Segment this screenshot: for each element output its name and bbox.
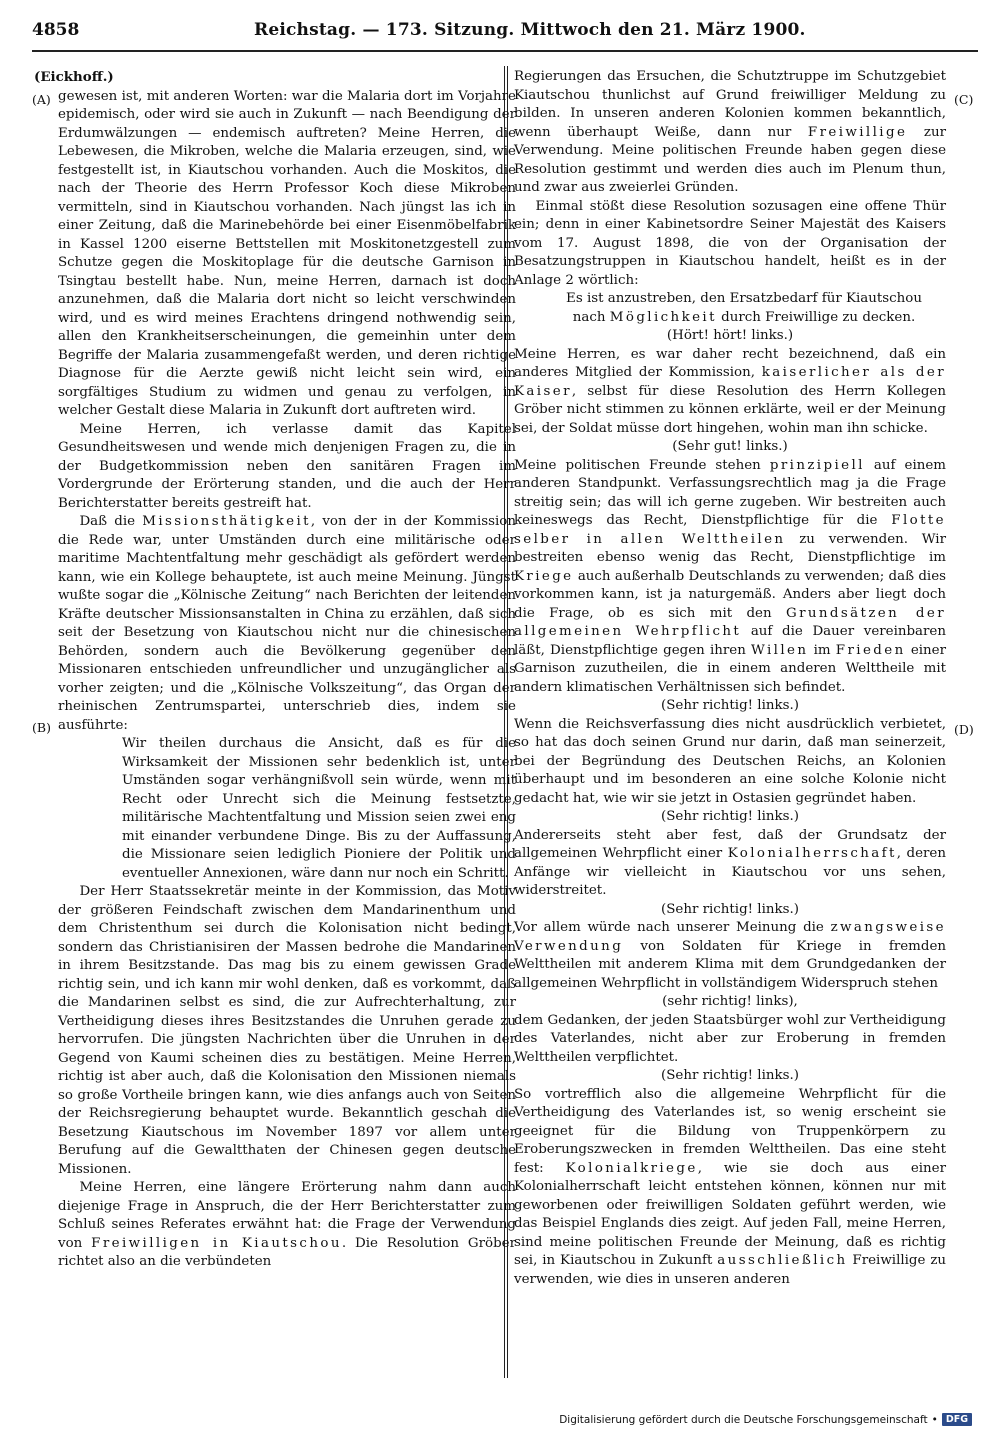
paragraph: Meine Herren, es war daher recht bezeichnend, daß ein anderes Mitglied der Kommission, kaiserlicher als der Kaiser, selbst für diese Resolution des Herrn Kollegen Gröber nicht stimmen zu können erklärte, weil er der Meinung sei, der Soldat müsse dort hingehen, wohin man ihn schicke. xyxy=(514,346,947,436)
paragraph: Meine politischen Freunde stehen prinzipiell auf einem anderen Standpunkt. Verfassungsrechtlich mag ja die Frage streitig sein; das will ich gerne zugeben. Wir bestreiten auch keineswegs das Recht, Dienstpflichtige für die Flotte selber in allen Welttheilen zu verwenden. Wir bestreiten ebenso wenig das Recht, Dienstpflichtige im Kriege auch außerhalb Deutschlands zu verwenden; daß dies vorkommen kann, ist ja naturgemäß. Anders aber liegt doch die Frage, ob es sich mit den Grundsätzen der allgemeinen Wehrpflicht auf die Dauer vereinbaren läßt, Dienstpflichtige gegen ihren Willen im Frieden einer Garnison zuzutheilen, die in einem anderen Welttheile mit andern klimatischen Verhältnissen sich befindet. xyxy=(514,457,947,695)
interjection: (Sehr richtig! links.) xyxy=(661,809,799,824)
paragraph: Daß die Missionsthätigkeit, von der in der Kommission die Rede war, unter Umständen durch eine militärische oder maritime Machtentfaltung mehr geschädigt als gefördert werden kann, wie ein Kollege behauptete, ist auch meine Meinung. Jüngst wußte sogar die „Kölnische Zeitung“ nach Berichten der leitenden Kräfte deutscher Missionsanstalten in China zu erzählen, daß sich seit der Besetzung von Kiautschou nicht nur die chinesischen Behörden, sondern auch die Bevölkerung gegenüber den Missionaren entschieden unfreundlicher und unzugänglicher als vorher zeigten; und die „Kölnische Volkszeitung“, das Organ der rheinischen Zentrumspartei, unterschrieb dies, indem sie ausführte: xyxy=(58,514,516,733)
paragraph: Regierungen das Ersuchen, die Schutztruppe im Schutzgebiet Kiautschou thunlichst auf Grund freiwilliger Meldung zu bilden. In unseren anderen Kolonien kommen bekanntlich, wenn überhaupt Weiße, dann nur Freiwillige zur Verwendung. Meine politischen Freunde haben gegen diese Resolution gestimmt und werden dies auch im Plenum thun, und zwar aus zweierlei Gründen. xyxy=(514,69,946,195)
paragraph: Meine Herren, ich verlasse damit das Kapitel Gesundheitswesen und wende mich denjenigen Fragen zu, die in der Budgetkommission neben den sanitären Fragen im Vordergrunde der Erörterung standen, und die auch der Herr Berichterstatter bereits gestreift hat. xyxy=(58,421,516,511)
spaced-emphasis: Willen xyxy=(751,642,809,658)
paragraph: dem Gedanken, der jeden Staatsbürger wohl zur Vertheidigung des Vaterlandes, nicht aber zur Eroberung in fremden Welttheilen verpflichtet. xyxy=(514,1012,946,1065)
spaced-emphasis: kaiserlicher als der Kaiser xyxy=(514,365,947,399)
block-quote: Es ist anzustreben, den Ersatzbedarf für Kiautschou nach Möglichkeit durch Freiwillige zu decken. xyxy=(566,291,922,325)
interjection: (Sehr gut! links.) xyxy=(672,439,788,454)
paragraph: Vor allem würde nach unserer Meinung die zwangsweise Verwendung von Soldaten für Kriege in fremden Welttheilen mit anderem Klima mit dem Grundgedanken der allgemeinen Wehrpflicht in vollständigem Widerspruch stehen xyxy=(514,920,946,991)
margin-marker-a: (A) xyxy=(32,92,51,107)
spaced-emphasis: prinzipiell xyxy=(769,457,865,473)
spaced-emphasis: Kriege xyxy=(514,568,574,584)
paragraph: Der Herr Staatssekretär meinte in der Kommission, das Motiv der größeren Feindschaft zwischen dem Mandarinenthum und dem Christenthum sei durch die Kolonisation nicht bedingt, sondern das Christianisiren der Massen bedrohe die Mandarinen in ihrem Besitzstande. Das mag bis zu einem gewissen Grade richtig sein, und ich kann mir wohl denken, daß es vorkommt, daß die Mandarinen selbst es sind, die zur Aufrechterhaltung, zur Vertheidigung dieses ihres Besitzstandes die Unruhen gerade zu hervorrufen. Die jüngsten Nachrichten über die Unruhen in der Gegend von Kaumi scheinen dies zu bestätigen. Meine Herren, richtig ist aber auch, daß die Kolonisation den Missionen niemals so große Vortheile bringen kann, wie dies anfangs auch von Seiten der Reichsregierung behauptet wurde. Bekanntlich geschah die Besetzung Kiautschous im November 1897 vor allem unter Berufung auf die Gewaltthaten der Chinesen gegen deutsche Missionen. xyxy=(58,884,516,1177)
left-column xyxy=(34,68,516,1272)
interjection: (Sehr richtig! links.) xyxy=(661,901,799,917)
paragraph: Einmal stößt diese Resolution sozusagen eine offene Thür ein; denn in einer Kabinetsordre Seiner Majestät des Kaisers vom 17. August 1898, die von der Organisation der Besatzungstruppen in Kiautschou handelt, heißt es in der Anlage 2 wörtlich: xyxy=(514,198,946,288)
page-header xyxy=(32,14,978,52)
margin-marker-d: (D) xyxy=(954,722,974,737)
spaced-emphasis: Freiwillige xyxy=(807,124,908,140)
spaced-emphasis: Flotte selber in allen Welttheilen xyxy=(514,513,946,547)
dfg-logo: DFG xyxy=(942,1413,972,1426)
page-number: 4858 xyxy=(32,20,80,40)
spaced-emphasis: Freiwilligen in Kiautschou xyxy=(91,1235,342,1251)
footer-credit: Digitalisierung gefördert durch die Deutsche Forschungsgemeinschaft xyxy=(559,1413,928,1426)
block-quote: Wir theilen durchaus die Ansicht, daß es für die Wirksamkeit der Missionen sehr bedenklich ist, unter Umständen sogar verhängnißvoll sein würde, wenn mit Recht oder Unrecht sich die Meinung festsetzte, militärische Machtentfaltung und Mission seien zwei eng mit einander verbundene Dinge. Bis zu der Auffassung, die Missionare seien lediglich Pioniere der Politik und eventueller Annexionen, wäre dann nur noch ein Schritt. xyxy=(122,736,516,881)
interjection: (Sehr richtig! links.) xyxy=(661,1068,799,1083)
spaced-emphasis: Kolonialkriege xyxy=(565,1160,698,1176)
spaced-emphasis: Frieden xyxy=(835,642,906,658)
spaced-emphasis: zwangsweise Verwendung xyxy=(514,920,946,954)
spaced-emphasis: Grundsätzen der allgemeinen Wehrpflicht xyxy=(514,605,946,639)
interjection: (sehr richtig! links), xyxy=(662,994,798,1009)
paragraph: Wenn die Reichsverfassung dies nicht ausdrücklich verbietet, so hat das doch seinen Grund nur darin, daß man seinerzeit, bei der Begründung des Deutschen Reichs, an Kolonien überhaupt und im besonderen an eine solche Kolonie nicht gedacht hat, wie wir sie jetzt in Ostasien gegründet haben. xyxy=(514,716,946,806)
spaced-emphasis: ausschließlich xyxy=(717,1253,848,1268)
spaced-emphasis: Möglichkeit xyxy=(609,309,717,325)
paragraph: So vortrefflich also die allgemeine Wehrpflicht für die Vertheidigung des Vaterlandes ist, so wenig erscheint sie geeignet für die Bildung von Truppenkörpern zu Eroberungszwecken in fremden Welttheilen. Das eine steht fest: Kolonialkriege, wie sie doch aus einer Kolonialherrschaft leicht entstehen können, können nur mit geworbenen oder freiwilligen Soldaten geführt werden, wie das Beispiel Englands dies zeigt. Auf jeden Fall, meine Herren, sind meine politischen Freunde der Meinung, daß es richtig sei, in Kiautschou in Zukunft ausschließlich Freiwillige zu verwenden, wie dies in unseren anderen xyxy=(514,1086,946,1287)
margin-marker-c: (C) xyxy=(954,92,974,107)
margin-marker-b: (B) xyxy=(32,720,51,735)
interjection: (Hört! hört! links.) xyxy=(666,328,794,343)
spaced-emphasis: Kolonialherrschaft xyxy=(727,846,897,861)
paragraph: gewesen ist, mit anderen Worten: war die Malaria dort im Vorjahre epidemisch, oder wird sie auch in Zukunft — nach Beendigung der Erdumwälzungen — endemisch auftreten? Meine Herren, die Lebewesen, die Mikroben, welche die Malaria erzeugen, sind, wie festgestellt ist, in Kiautschou vorhanden. Auch die Moskitos, die nach der Theorie des Herrn Professor Koch diese Mikroben vermitteln, sind in Kiautschou vorhanden. Nach jüngst las ich in einer Zeitung, daß die Marinebehörde bei einer Eisenmöbelfabrik in Kassel 1200 eiserne Bettstellen mit Moskitonetzgestell zum Schutze gegen die Moskitoplage für die deutsche Garnison in Tsingtau bestellt habe. Nun, meine Herren, darnach ist doch anzunehmen, daß die Malaria dort nicht so leicht verschwinden wird, und es wird meines Erachtens dringend nothwendig sein, allen den Krankheitserscheinungen, die gemeinhin unter dem Begriffe der Malaria zusammengefaßt werden, und deren richtige Diagnose für die Aerzte gewiß nicht leicht sein wird, ein sorgfältiges Studium zu widmen und genau zu verfolgen, in welcher Gestalt diese Malaria in Zukunft dort auftreten wird. xyxy=(58,88,516,418)
right-column xyxy=(514,68,946,1289)
footer-bullet-icon: • xyxy=(931,1413,938,1426)
speaker-name: (Eickhoff.) xyxy=(34,69,114,85)
spaced-emphasis: Missionsthätigkeit xyxy=(142,514,311,529)
running-title: Reichstag. — 173. Sitzung. Mittwoch den 21. März 1900. xyxy=(254,20,806,40)
paragraph: Meine Herren, eine längere Erörterung nahm dann auch diejenige Frage in Anspruch, die der Herr Berichterstatter zum Schluß seines Referates erwähnt hat: die Frage der Verwendung von Freiwilligen in Kiautschou. Die Resolution Gröber richtet also an die verbündeten xyxy=(58,1180,516,1269)
interjection: (Sehr richtig! links.) xyxy=(661,698,799,713)
digitization-footer xyxy=(559,1413,972,1426)
paragraph: Andererseits steht aber fest, daß der Grundsatz der allgemeinen Wehrpflicht einer Kolonialherrschaft, deren Anfänge wir vielleicht in Kiautschou vor uns sehen, widerstreitet. xyxy=(514,827,946,898)
